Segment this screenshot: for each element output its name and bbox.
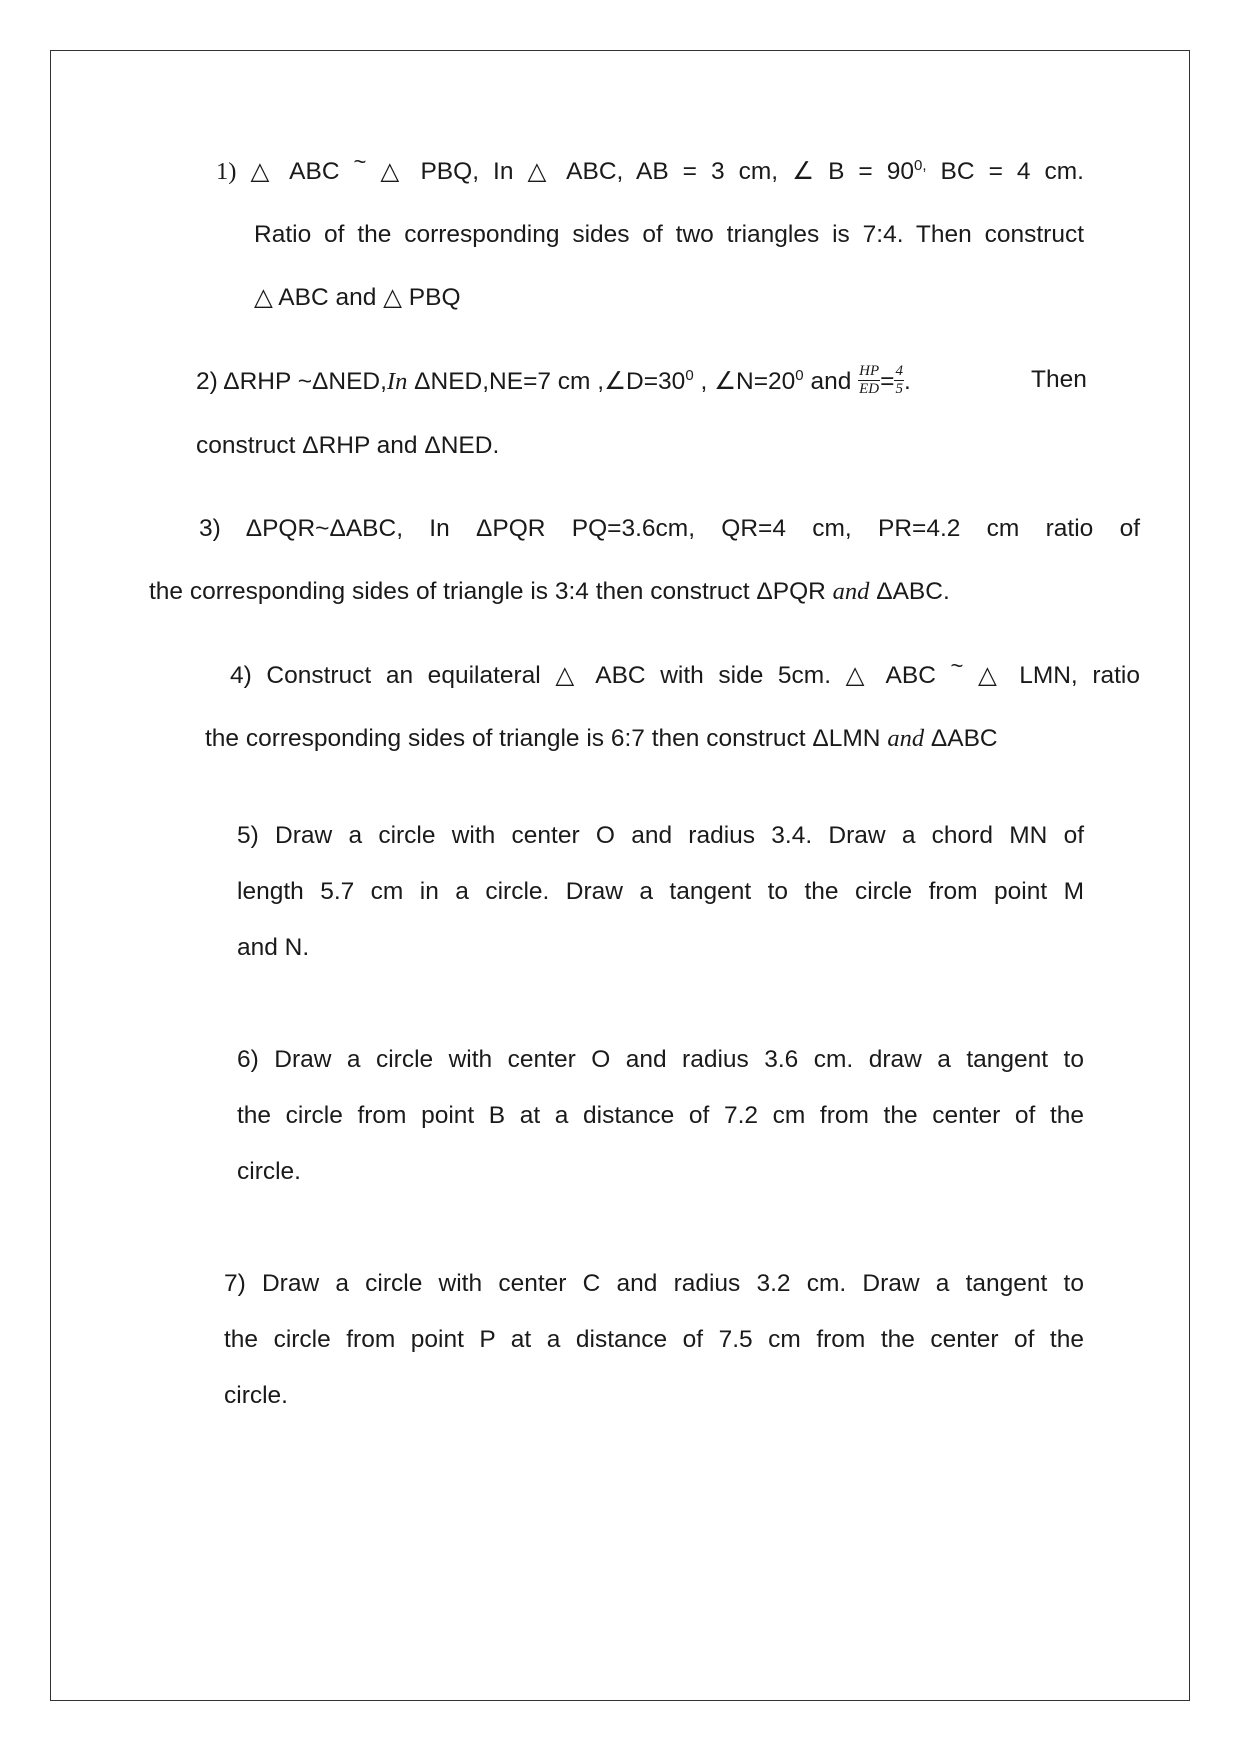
question-1-number: 1)	[216, 158, 237, 185]
question-2-line-1	[196, 365, 911, 400]
question-2-line-2: construct ΔRHP and ΔNED.	[196, 432, 500, 459]
equals-sign: =	[880, 367, 895, 395]
question-4-text-b2: ΔABC	[924, 725, 998, 752]
fraction-4-5	[894, 363, 904, 398]
question-3-text-a: the corresponding sides of triangle is 3:4 then construct ΔPQR	[149, 578, 833, 605]
question-5-line-1: 5) Draw a circle with center O and radius 3.4. Draw a chord MN of	[237, 822, 1084, 849]
page-border	[50, 50, 1190, 1701]
question-2-text-b: ΔNED,NE=7 cm ,∠D=30	[407, 367, 686, 395]
question-1-line-1	[216, 149, 1084, 187]
degree-superscript: 0,	[914, 157, 927, 174]
degree-superscript: 0	[685, 366, 694, 384]
question-4-line-2	[205, 724, 998, 754]
fraction-numerator: HP	[859, 363, 880, 379]
question-1-text-b: △ PBQ, In △ ABC, AB = 3 cm, ∠ B = 90	[380, 158, 914, 185]
similar-symbol: ~	[950, 653, 964, 678]
question-4-line-1	[230, 653, 1141, 691]
question-2-then: Then	[1031, 366, 1087, 393]
question-6-line-1: 6) Draw a circle with center O and radius 3.6 cm. draw a tangent to	[237, 1046, 1084, 1073]
question-7-line-1: 7) Draw a circle with center C and radius 3.2 cm. Draw a tangent to	[224, 1270, 1084, 1297]
fraction-denominator: ED	[859, 381, 880, 397]
fraction-hp-ed	[858, 363, 880, 398]
question-6-line-2: the circle from point B at a distance of 7.2 cm from the center of the	[237, 1102, 1084, 1129]
question-3-text-b: ΔABC.	[869, 578, 950, 605]
question-6-line-3: circle.	[237, 1158, 301, 1185]
question-1-text-a: △ ABC	[250, 158, 340, 185]
question-3-italic-and: and	[832, 578, 870, 605]
degree-superscript: 0	[795, 366, 804, 384]
fraction-denominator: 5	[895, 381, 903, 397]
question-2-text-a: 2) ΔRHP ~ΔNED,	[196, 367, 387, 395]
question-4-italic-and: and	[887, 725, 925, 752]
question-4-text-a: 4) Construct an equilateral △ ABC with side 5cm. △ ABC	[230, 662, 951, 689]
question-5-line-2: length 5.7 cm in a circle. Draw a tangent to the circle from point M	[237, 878, 1084, 905]
question-2-text-d: and	[803, 367, 859, 395]
question-1-text-c: BC = 4 cm.	[926, 158, 1084, 185]
question-5-line-3: and N.	[237, 934, 310, 961]
question-1-line-3: △ ABC and △ PBQ	[254, 284, 461, 311]
similar-symbol: ~	[353, 149, 367, 174]
question-2-italic-in: In	[386, 367, 408, 395]
fraction-numerator: 4	[895, 363, 903, 379]
question-3-line-2	[149, 577, 950, 607]
question-2-text-c: , ∠N=20	[693, 367, 796, 395]
question-2-period: .	[903, 367, 911, 395]
question-7-line-2: the circle from point P at a distance of 7.5 cm from the center of the	[224, 1326, 1084, 1353]
question-7-line-3: circle.	[224, 1382, 288, 1409]
question-1-line-2: Ratio of the corresponding sides of two triangles is 7:4. Then construct	[254, 221, 1084, 248]
question-4-text-a2: the corresponding sides of triangle is 6:7 then construct ΔLMN	[205, 725, 888, 752]
question-3-line-1: 3) ΔPQR~ΔABC, In ΔPQR PQ=3.6cm, QR=4 cm, PR=4.2 cm ratio of	[199, 515, 1140, 542]
question-4-text-b: △ LMN, ratio	[963, 662, 1141, 689]
